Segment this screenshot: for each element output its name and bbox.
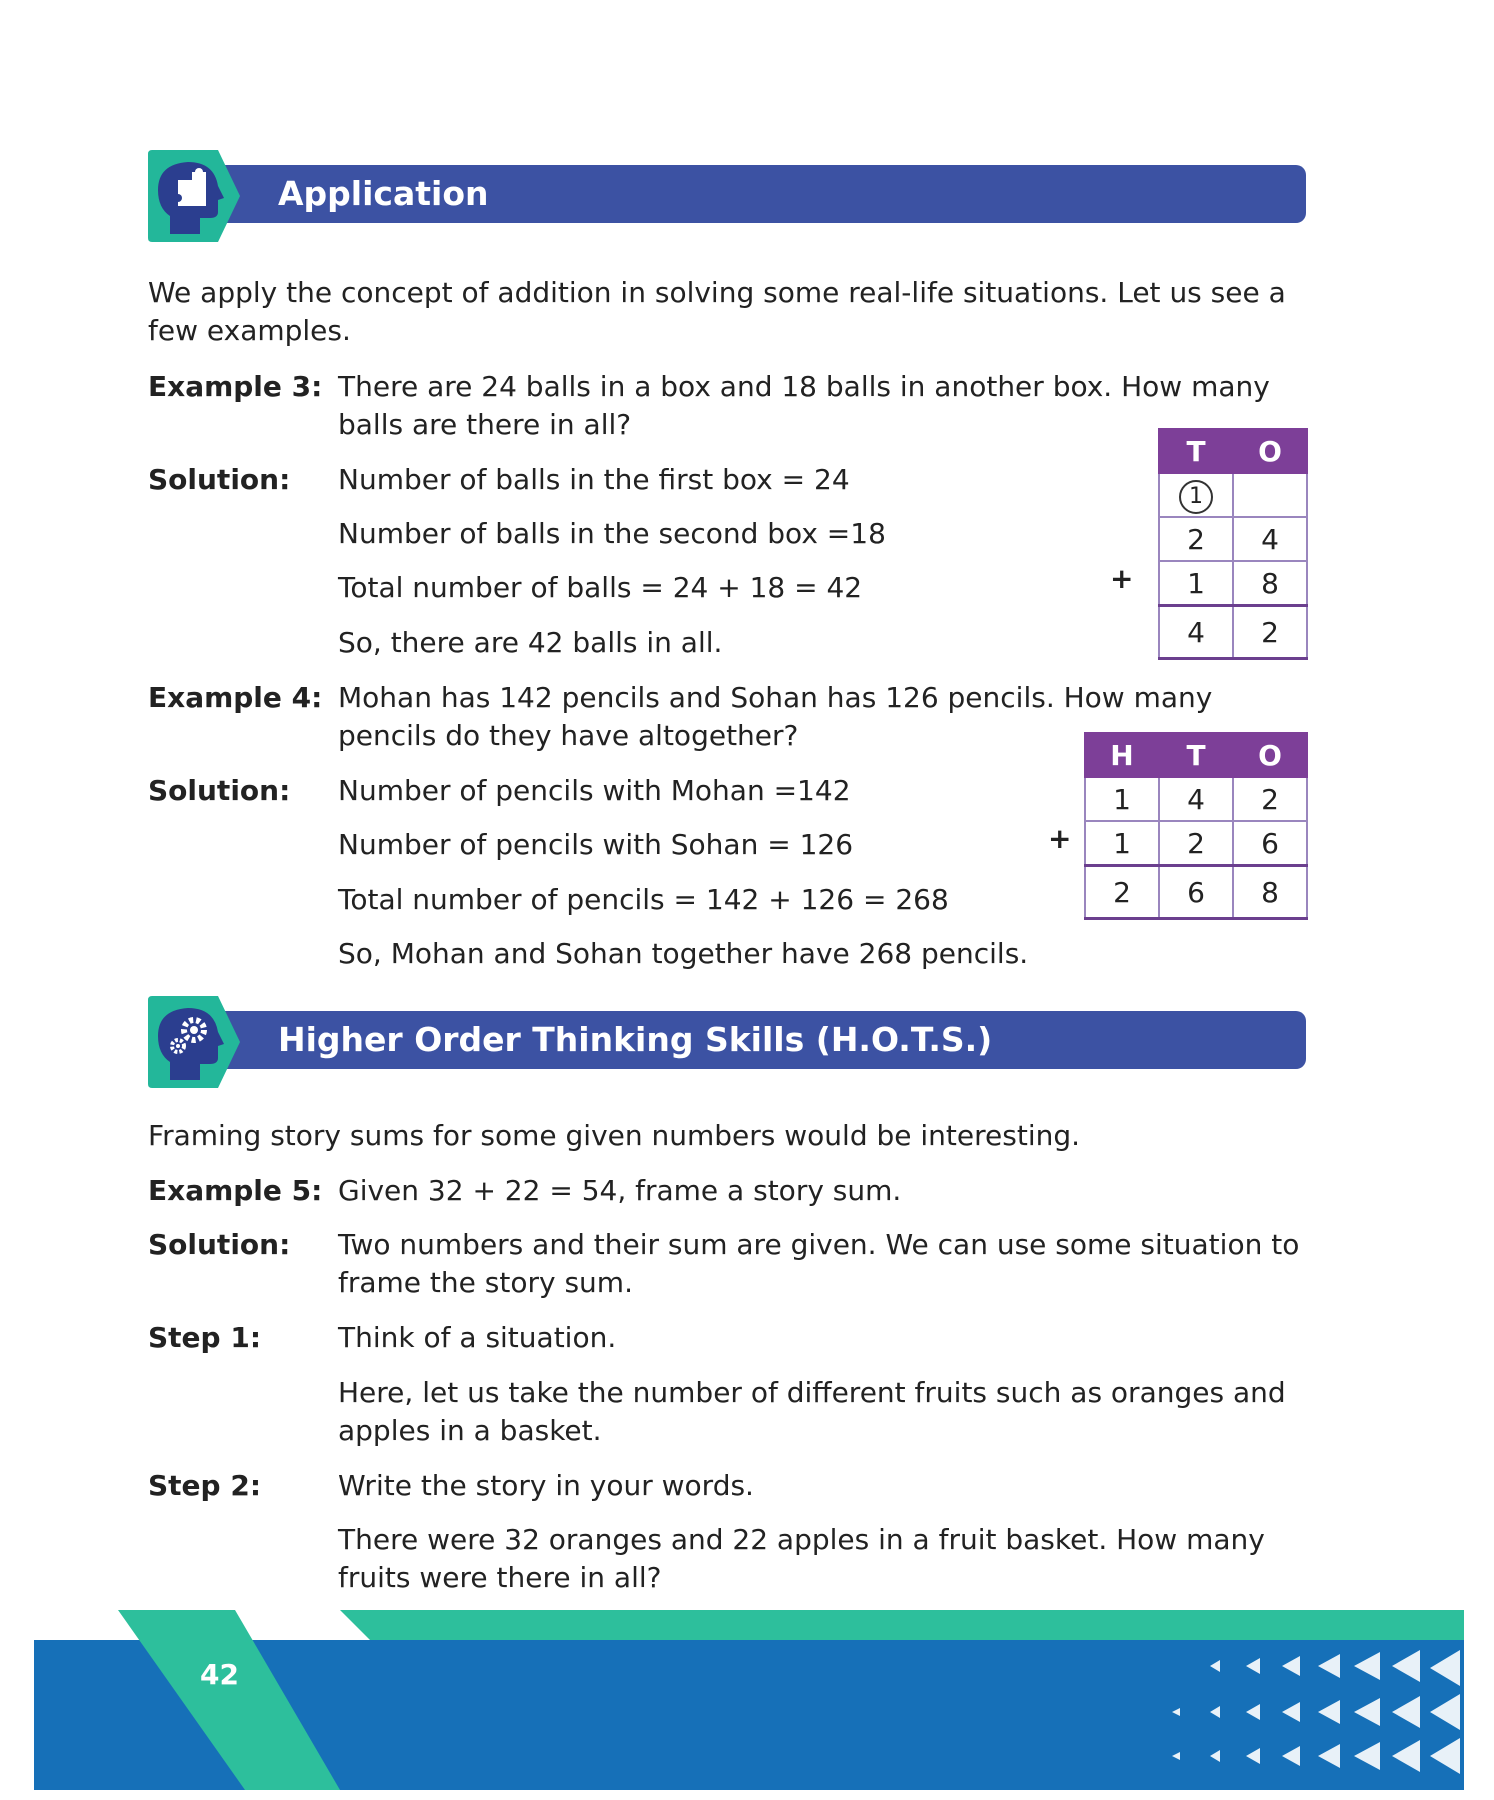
plus-sign: + bbox=[1110, 562, 1134, 595]
example4-solution-label: Solution: bbox=[148, 774, 291, 807]
example3-solution-label: Solution: bbox=[148, 463, 291, 496]
example4-line-1: Number of pencils with Mohan =142 bbox=[338, 774, 851, 807]
step2-label: Step 2: bbox=[148, 1469, 262, 1502]
example3-line-4: So, there are 42 balls in all. bbox=[338, 626, 723, 659]
addend2-ones: 8 bbox=[1233, 561, 1307, 606]
gear-head-icon bbox=[148, 996, 240, 1088]
step2-text: Write the story in your words. bbox=[338, 1469, 754, 1502]
footer-band bbox=[0, 1610, 1494, 1800]
sum-ones: 2 bbox=[1233, 606, 1307, 659]
addend2-tens: 2 bbox=[1159, 821, 1233, 866]
addend2-hundreds: 1 bbox=[1085, 821, 1159, 866]
addend2-ones: 6 bbox=[1233, 821, 1307, 866]
example5-label: Example 5: bbox=[148, 1174, 323, 1207]
step1-text: Think of a situation. bbox=[338, 1321, 617, 1354]
application-title: Application bbox=[278, 174, 489, 213]
addend1-ones: 4 bbox=[1233, 517, 1307, 561]
example4-label: Example 4: bbox=[148, 681, 323, 714]
example5-solution-label: Solution: bbox=[148, 1228, 291, 1261]
example4-line-4: So, Mohan and Sohan together have 268 pencils. bbox=[338, 937, 1029, 970]
carry-digit: 1 bbox=[1179, 480, 1213, 514]
sum-tens: 6 bbox=[1159, 866, 1233, 919]
column-header-tens: T bbox=[1159, 733, 1233, 777]
puzzle-head-icon bbox=[148, 150, 240, 242]
hots-intro: Framing story sums for some given numbers would be interesting. bbox=[148, 1119, 1081, 1152]
example4-line-2: Number of pencils with Sohan = 126 bbox=[338, 828, 854, 861]
place-value-table-hto bbox=[1084, 732, 1308, 920]
example5-question: Given 32 + 22 = 54, frame a story sum. bbox=[338, 1174, 902, 1207]
example3-line-1: Number of balls in the first box = 24 bbox=[338, 463, 850, 496]
column-header-ones: O bbox=[1233, 733, 1307, 777]
page-number: 42 bbox=[200, 1658, 239, 1691]
hots-title: Higher Order Thinking Skills (H.O.T.S.) bbox=[278, 1020, 993, 1059]
sum-ones: 8 bbox=[1233, 866, 1307, 919]
example3-line-3: Total number of balls = 24 + 18 = 42 bbox=[338, 571, 863, 604]
column-header-ones: O bbox=[1233, 429, 1307, 473]
example3-label: Example 3: bbox=[148, 370, 323, 403]
addend1-ones: 2 bbox=[1233, 777, 1307, 821]
addend1-hundreds: 1 bbox=[1085, 777, 1159, 821]
addend2-tens: 1 bbox=[1159, 561, 1233, 606]
example4-question: Mohan has 142 pencils and Sohan has 126 pencils. How many pencils do they have altogether? bbox=[338, 681, 1213, 752]
column-header-hundreds: H bbox=[1085, 733, 1159, 777]
step2-detail: There were 32 oranges and 22 apples in a fruit basket. How many fruits were there in all? bbox=[338, 1523, 1265, 1594]
plus-sign: + bbox=[1048, 822, 1072, 855]
step1-label: Step 1: bbox=[148, 1321, 262, 1354]
addend1-tens: 2 bbox=[1159, 517, 1233, 561]
hots-header-bar bbox=[200, 1011, 1306, 1069]
example5-solution: Two numbers and their sum are given. We can use some situation to frame the story sum. bbox=[338, 1228, 1300, 1299]
addend1-tens: 4 bbox=[1159, 777, 1233, 821]
step1-detail: Here, let us take the number of different fruits such as oranges and apples in a basket. bbox=[338, 1376, 1286, 1447]
sum-hundreds: 2 bbox=[1085, 866, 1159, 919]
example3-line-2: Number of balls in the second box =18 bbox=[338, 517, 886, 550]
application-intro: We apply the concept of addition in solving some real-life situations. Let us see a few examples. bbox=[148, 276, 1286, 347]
column-header-tens: T bbox=[1159, 429, 1233, 473]
example4-line-3: Total number of pencils = 142 + 126 = 268 bbox=[338, 883, 949, 916]
sum-tens: 4 bbox=[1159, 606, 1233, 659]
application-header-bar bbox=[200, 165, 1306, 223]
example3-question: There are 24 balls in a box and 18 balls in another box. How many balls are there in all? bbox=[338, 370, 1270, 441]
place-value-table-to bbox=[1158, 428, 1308, 660]
